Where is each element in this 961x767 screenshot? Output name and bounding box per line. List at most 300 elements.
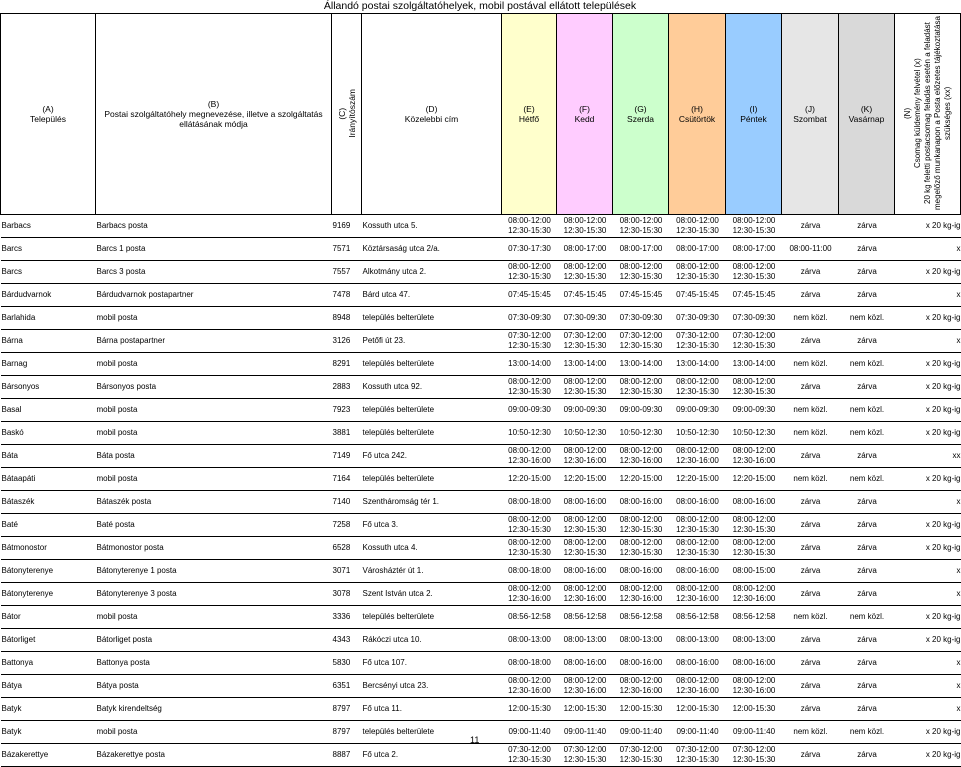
table-row	[1, 698, 961, 721]
cell-hetfo: 09:00-09:30	[502, 399, 557, 422]
cell-csomag: x 20 kg-ig	[895, 399, 961, 422]
cell-megnevezes: Bátonyterenye 1 posta	[96, 560, 332, 583]
cell-csomag: x 20 kg-ig	[895, 537, 961, 560]
cell-cim: Fő utca 3.	[362, 514, 502, 537]
cell-hetfo: 08:00-12:00 12:30-16:00	[502, 583, 557, 606]
cell-megnevezes: mobil posta	[96, 307, 332, 330]
cell-megnevezes: Bárdudvarnok postapartner	[96, 284, 332, 307]
cell-pentek: 08:00-12:00 12:30-16:00	[726, 583, 782, 606]
cell-hetfo: 08:00-18:00	[502, 560, 557, 583]
cell-telepules: Bátorliget	[1, 629, 96, 652]
cell-hetfo: 10:50-12:30	[502, 422, 557, 445]
cell-cim: Szentháromság tér 1.	[362, 491, 502, 514]
cell-kedd: 08:00-12:00 12:30-15:30	[557, 537, 613, 560]
cell-hetfo: 08:00-12:00 12:30-15:30	[502, 376, 557, 399]
cell-iranyitoszam: 4343	[332, 629, 362, 652]
cell-telepules: Bátya	[1, 675, 96, 698]
cell-telepules: Batyk	[1, 721, 96, 744]
cell-pentek: 12:00-15:30	[726, 698, 782, 721]
cell-kedd: 08:00-12:00 12:30-16:00	[557, 583, 613, 606]
cell-cim: Bercsényi utca 23.	[362, 675, 502, 698]
cell-csutortok: 09:00-11:40	[669, 721, 726, 744]
cell-pentek: 07:30-12:00 12:30-15:30	[726, 744, 782, 767]
cell-csomag: x	[895, 675, 961, 698]
cell-csutortok: 08:00-16:00	[669, 560, 726, 583]
cell-iranyitoszam: 3881	[332, 422, 362, 445]
table-row	[1, 284, 961, 307]
cell-szombat: zárva	[782, 560, 839, 583]
cell-csutortok: 08:00-12:00 12:30-15:30	[669, 261, 726, 284]
cell-kedd: 07:30-09:30	[557, 307, 613, 330]
cell-vasarnap: zárva	[839, 629, 895, 652]
cell-telepules: Barbacs	[1, 215, 96, 238]
cell-hetfo: 07:45-15:45	[502, 284, 557, 307]
cell-kedd: 10:50-12:30	[557, 422, 613, 445]
cell-csomag: x	[895, 698, 961, 721]
header-vasarnap	[839, 14, 895, 215]
cell-vasarnap: zárva	[839, 261, 895, 284]
cell-pentek: 09:00-11:40	[726, 721, 782, 744]
cell-cim: település belterülete	[362, 399, 502, 422]
cell-csomag: x 20 kg-ig	[895, 376, 961, 399]
cell-pentek: 13:00-14:00	[726, 353, 782, 376]
cell-iranyitoszam: 7140	[332, 491, 362, 514]
cell-szerda: 09:00-11:40	[613, 721, 669, 744]
cell-megnevezes: mobil posta	[96, 422, 332, 445]
cell-hetfo: 07:30-12:00 12:30-15:30	[502, 744, 557, 767]
cell-iranyitoszam: 9169	[332, 215, 362, 238]
cell-telepules: Baskó	[1, 422, 96, 445]
cell-csomag: x	[895, 560, 961, 583]
cell-megnevezes: mobil posta	[96, 353, 332, 376]
cell-megnevezes: Bázakerettye posta	[96, 744, 332, 767]
header-vasarnap-label: (K) Vasárnap	[848, 104, 885, 124]
cell-vasarnap: zárva	[839, 675, 895, 698]
cell-szerda: 13:00-14:00	[613, 353, 669, 376]
cell-cim: Fő utca 2.	[362, 744, 502, 767]
header-hetfo-label: (E) Hétfő	[518, 104, 540, 124]
cell-pentek: 12:20-15:00	[726, 468, 782, 491]
cell-megnevezes: Bátaszék posta	[96, 491, 332, 514]
cell-szerda: 08:00-12:00 12:30-16:00	[613, 675, 669, 698]
cell-vasarnap: zárva	[839, 652, 895, 675]
cell-vasarnap: zárva	[839, 583, 895, 606]
cell-vasarnap: nem közl.	[839, 307, 895, 330]
cell-csomag: x	[895, 491, 961, 514]
cell-telepules: Baté	[1, 514, 96, 537]
cell-csomag: x 20 kg-ig	[895, 606, 961, 629]
cell-szombat: zárva	[782, 698, 839, 721]
cell-szerda: 08:00-16:00	[613, 491, 669, 514]
cell-kedd: 12:20-15:00	[557, 468, 613, 491]
table-body	[1, 215, 961, 767]
table-row	[1, 353, 961, 376]
cell-vasarnap: zárva	[839, 284, 895, 307]
cell-telepules: Bátor	[1, 606, 96, 629]
cell-csutortok: 07:30-12:00 12:30-15:30	[669, 744, 726, 767]
cell-telepules: Bátaszék	[1, 491, 96, 514]
cell-hetfo: 08:00-12:00 12:30-15:30	[502, 261, 557, 284]
cell-szerda: 08:00-12:00 12:30-16:00	[613, 583, 669, 606]
table-row	[1, 652, 961, 675]
cell-kedd: 08:00-16:00	[557, 491, 613, 514]
cell-cim: Köztársaság utca 2/a.	[362, 238, 502, 261]
cell-megnevezes: Bársonyos posta	[96, 376, 332, 399]
header-cim-label: (D) Közelebbi cím	[404, 104, 459, 124]
cell-szerda: 08:00-16:00	[613, 560, 669, 583]
cell-csutortok: 08:00-12:00 12:30-15:30	[669, 514, 726, 537]
cell-csomag: x	[895, 652, 961, 675]
cell-csomag: x 20 kg-ig	[895, 629, 961, 652]
cell-vasarnap: zárva	[839, 537, 895, 560]
cell-hetfo: 07:30-17:30	[502, 238, 557, 261]
table-row	[1, 491, 961, 514]
cell-pentek: 07:45-15:45	[726, 284, 782, 307]
cell-hetfo: 12:20-15:00	[502, 468, 557, 491]
cell-kedd: 08:00-16:00	[557, 560, 613, 583]
cell-iranyitoszam: 7557	[332, 261, 362, 284]
table-row	[1, 629, 961, 652]
cell-szerda: 08:00-17:00	[613, 238, 669, 261]
cell-csutortok: 12:20-15:00	[669, 468, 726, 491]
cell-hetfo: 08:00-18:00	[502, 491, 557, 514]
cell-cim: település belterülete	[362, 606, 502, 629]
table-row	[1, 422, 961, 445]
header-megnevezes-label: (B) Postai szolgáltatóhely megnevezése, illetve a szolgáltatás ellátásának módja	[104, 99, 323, 129]
cell-csutortok: 07:30-12:00 12:30-15:30	[669, 330, 726, 353]
table-row	[1, 514, 961, 537]
table-row	[1, 215, 961, 238]
cell-kedd: 13:00-14:00	[557, 353, 613, 376]
cell-cim: Rákóczi utca 10.	[362, 629, 502, 652]
cell-csomag: x 20 kg-ig	[895, 468, 961, 491]
cell-csutortok: 08:00-13:00	[669, 629, 726, 652]
cell-megnevezes: Battonya posta	[96, 652, 332, 675]
cell-szombat: nem közl.	[782, 468, 839, 491]
cell-pentek: 08:56-12:58	[726, 606, 782, 629]
cell-csutortok: 10:50-12:30	[669, 422, 726, 445]
header-csomag	[895, 14, 961, 215]
table-row	[1, 330, 961, 353]
cell-kedd: 08:56-12:58	[557, 606, 613, 629]
cell-pentek: 08:00-12:00 12:30-15:30	[726, 376, 782, 399]
cell-hetfo: 13:00-14:00	[502, 353, 557, 376]
cell-csutortok: 08:00-12:00 12:30-15:30	[669, 537, 726, 560]
cell-szerda: 08:00-12:00 12:30-15:30	[613, 514, 669, 537]
cell-hetfo: 07:30-12:00 12:30-15:30	[502, 330, 557, 353]
cell-csutortok: 08:00-17:00	[669, 238, 726, 261]
cell-hetfo: 08:00-13:00	[502, 629, 557, 652]
cell-szerda: 07:30-12:00 12:30-15:30	[613, 330, 669, 353]
cell-hetfo: 08:00-12:00 12:30-15:30	[502, 215, 557, 238]
cell-szombat: nem közl.	[782, 307, 839, 330]
cell-iranyitoszam: 8948	[332, 307, 362, 330]
cell-cim: Fő utca 242.	[362, 445, 502, 468]
cell-iranyitoszam: 3078	[332, 583, 362, 606]
header-szombat-label: (J) Szombat	[793, 104, 827, 124]
cell-vasarnap: zárva	[839, 445, 895, 468]
cell-szombat: zárva	[782, 675, 839, 698]
cell-pentek: 08:00-12:00 12:30-16:00	[726, 675, 782, 698]
header-cim	[362, 14, 502, 215]
header-szerda	[613, 14, 669, 215]
cell-szombat: nem közl.	[782, 422, 839, 445]
table-row	[1, 445, 961, 468]
cell-csutortok: 08:00-16:00	[669, 491, 726, 514]
cell-pentek: 08:00-17:00	[726, 238, 782, 261]
cell-csomag: x	[895, 238, 961, 261]
cell-telepules: Basal	[1, 399, 96, 422]
table-row	[1, 560, 961, 583]
cell-csomag: xx	[895, 445, 961, 468]
header-row	[1, 14, 961, 215]
cell-csutortok: 08:00-12:00 12:30-16:00	[669, 583, 726, 606]
cell-telepules: Batyk	[1, 698, 96, 721]
cell-vasarnap: nem közl.	[839, 422, 895, 445]
cell-telepules: Bátaapáti	[1, 468, 96, 491]
cell-hetfo: 08:00-12:00 12:30-15:30	[502, 537, 557, 560]
cell-megnevezes: Bátonyterenye 3 posta	[96, 583, 332, 606]
cell-hetfo: 08:00-12:00 12:30-15:30	[502, 514, 557, 537]
cell-szerda: 08:00-13:00	[613, 629, 669, 652]
cell-cim: Kossuth utca 5.	[362, 215, 502, 238]
cell-pentek: 08:00-16:00	[726, 491, 782, 514]
cell-csutortok: 08:00-12:00 12:30-16:00	[669, 445, 726, 468]
table-row	[1, 468, 961, 491]
cell-szerda: 12:00-15:30	[613, 698, 669, 721]
cell-iranyitoszam: 8797	[332, 721, 362, 744]
cell-cim: Kossuth utca 92.	[362, 376, 502, 399]
cell-cim: település belterülete	[362, 422, 502, 445]
cell-telepules: Báta	[1, 445, 96, 468]
cell-kedd: 12:00-15:30	[557, 698, 613, 721]
cell-iranyitoszam: 2883	[332, 376, 362, 399]
cell-telepules: Barcs	[1, 261, 96, 284]
cell-hetfo: 08:00-12:00 12:30-16:00	[502, 675, 557, 698]
cell-csomag: x 20 kg-ig	[895, 514, 961, 537]
cell-pentek: 10:50-12:30	[726, 422, 782, 445]
header-kedd-label: (F) Kedd	[574, 104, 595, 124]
page-number: 11	[470, 735, 480, 745]
cell-szerda: 07:30-12:00 12:30-15:30	[613, 744, 669, 767]
cell-csomag: x 20 kg-ig	[895, 422, 961, 445]
header-csutortok	[669, 14, 726, 215]
cell-szerda: 08:00-12:00 12:30-15:30	[613, 261, 669, 284]
cell-vasarnap: zárva	[839, 560, 895, 583]
cell-szombat: nem közl.	[782, 353, 839, 376]
table-row	[1, 261, 961, 284]
cell-megnevezes: mobil posta	[96, 721, 332, 744]
cell-vasarnap: zárva	[839, 744, 895, 767]
cell-pentek: 08:00-12:00 12:30-15:30	[726, 215, 782, 238]
cell-csutortok: 08:56-12:58	[669, 606, 726, 629]
cell-cim: település belterülete	[362, 353, 502, 376]
cell-kedd: 08:00-12:00 12:30-15:30	[557, 376, 613, 399]
cell-szerda: 08:00-16:00	[613, 652, 669, 675]
cell-kedd: 08:00-12:00 12:30-15:30	[557, 261, 613, 284]
cell-pentek: 08:00-12:00 12:30-16:00	[726, 445, 782, 468]
cell-szerda: 08:00-12:00 12:30-15:30	[613, 376, 669, 399]
cell-pentek: 07:30-12:00 12:30-15:30	[726, 330, 782, 353]
cell-csutortok: 08:00-12:00 12:30-15:30	[669, 376, 726, 399]
cell-telepules: Barcs	[1, 238, 96, 261]
cell-szombat: zárva	[782, 652, 839, 675]
cell-iranyitoszam: 7149	[332, 445, 362, 468]
cell-iranyitoszam: 5830	[332, 652, 362, 675]
cell-kedd: 07:45-15:45	[557, 284, 613, 307]
table-row	[1, 376, 961, 399]
cell-megnevezes: Baté posta	[96, 514, 332, 537]
table-row	[1, 721, 961, 744]
cell-vasarnap: zárva	[839, 238, 895, 261]
cell-iranyitoszam: 3336	[332, 606, 362, 629]
cell-vasarnap: zárva	[839, 491, 895, 514]
cell-iranyitoszam: 8887	[332, 744, 362, 767]
cell-kedd: 07:30-12:00 12:30-15:30	[557, 744, 613, 767]
cell-csutortok: 08:00-12:00 12:30-15:30	[669, 215, 726, 238]
cell-csutortok: 13:00-14:00	[669, 353, 726, 376]
cell-csomag: x 20 kg-ig	[895, 215, 961, 238]
table-row	[1, 606, 961, 629]
cell-vasarnap: zárva	[839, 698, 895, 721]
cell-telepules: Barlahida	[1, 307, 96, 330]
header-szerda-label: (G) Szerda	[627, 104, 654, 124]
cell-cim: Bárd utca 47.	[362, 284, 502, 307]
cell-szerda: 08:00-12:00 12:30-16:00	[613, 445, 669, 468]
table-row	[1, 744, 961, 767]
cell-iranyitoszam: 7478	[332, 284, 362, 307]
cell-szerda: 07:30-09:30	[613, 307, 669, 330]
cell-szerda: 12:20-15:00	[613, 468, 669, 491]
cell-hetfo: 09:00-11:40	[502, 721, 557, 744]
cell-cim: Fő utca 107.	[362, 652, 502, 675]
cell-vasarnap: zárva	[839, 376, 895, 399]
header-megnevezes	[96, 14, 332, 215]
cell-telepules: Battonya	[1, 652, 96, 675]
cell-csomag: x	[895, 583, 961, 606]
cell-szombat: zárva	[782, 583, 839, 606]
header-pentek	[726, 14, 782, 215]
cell-megnevezes: mobil posta	[96, 399, 332, 422]
cell-kedd: 08:00-16:00	[557, 652, 613, 675]
cell-szombat: zárva	[782, 744, 839, 767]
cell-szombat: nem közl.	[782, 399, 839, 422]
cell-cim: település belterülete	[362, 468, 502, 491]
cell-szombat: 08:00-11:00	[782, 238, 839, 261]
cell-kedd: 08:00-13:00	[557, 629, 613, 652]
header-hetfo	[502, 14, 557, 215]
cell-kedd: 09:00-09:30	[557, 399, 613, 422]
header-iranyitoszam-label: (C) Irányítószám	[336, 88, 357, 138]
cell-szerda: 08:56-12:58	[613, 606, 669, 629]
cell-cim: Kossuth utca 4.	[362, 537, 502, 560]
cell-vasarnap: zárva	[839, 330, 895, 353]
cell-kedd: 08:00-12:00 12:30-15:30	[557, 514, 613, 537]
cell-csomag: x 20 kg-ig	[895, 307, 961, 330]
cell-csutortok: 07:45-15:45	[669, 284, 726, 307]
cell-hetfo: 08:56-12:58	[502, 606, 557, 629]
cell-szombat: nem közl.	[782, 721, 839, 744]
cell-szerda: 08:00-12:00 12:30-15:30	[613, 537, 669, 560]
cell-szerda: 08:00-12:00 12:30-15:30	[613, 215, 669, 238]
cell-kedd: 09:00-11:40	[557, 721, 613, 744]
cell-szerda: 07:45-15:45	[613, 284, 669, 307]
cell-iranyitoszam: 8291	[332, 353, 362, 376]
cell-szombat: zárva	[782, 284, 839, 307]
table-row	[1, 399, 961, 422]
cell-csomag: x	[895, 284, 961, 307]
cell-telepules: Barnag	[1, 353, 96, 376]
cell-szombat: zárva	[782, 445, 839, 468]
header-pentek-label: (I) Péntek	[740, 104, 767, 124]
cell-telepules: Bársonyos	[1, 376, 96, 399]
page-title: Állandó postai szolgáltatóhelyek, mobil postával ellátott települések	[323, 0, 637, 12]
cell-telepules: Bárdudvarnok	[1, 284, 96, 307]
cell-szombat: zárva	[782, 514, 839, 537]
cell-megnevezes: Bárna postapartner	[96, 330, 332, 353]
cell-csomag: x 20 kg-ig	[895, 744, 961, 767]
post-office-table	[0, 13, 961, 767]
cell-iranyitoszam: 3071	[332, 560, 362, 583]
cell-szombat: nem közl.	[782, 606, 839, 629]
cell-csutortok: 09:00-09:30	[669, 399, 726, 422]
cell-telepules: Bázakerettye	[1, 744, 96, 767]
cell-cim: Fő utca 11.	[362, 698, 502, 721]
cell-csomag: x 20 kg-ig	[895, 261, 961, 284]
cell-kedd: 08:00-17:00	[557, 238, 613, 261]
cell-megnevezes: Barcs 1 posta	[96, 238, 332, 261]
cell-kedd: 08:00-12:00 12:30-16:00	[557, 445, 613, 468]
cell-kedd: 08:00-12:00 12:30-16:00	[557, 675, 613, 698]
cell-szerda: 10:50-12:30	[613, 422, 669, 445]
cell-kedd: 07:30-12:00 12:30-15:30	[557, 330, 613, 353]
cell-vasarnap: nem közl.	[839, 721, 895, 744]
cell-hetfo: 12:00-15:30	[502, 698, 557, 721]
cell-cim: Szent István utca 2.	[362, 583, 502, 606]
cell-hetfo: 07:30-09:30	[502, 307, 557, 330]
cell-cim: település belterülete	[362, 307, 502, 330]
cell-csomag: x 20 kg-ig	[895, 353, 961, 376]
cell-iranyitoszam: 7571	[332, 238, 362, 261]
cell-iranyitoszam: 6528	[332, 537, 362, 560]
cell-telepules: Bárna	[1, 330, 96, 353]
cell-megnevezes: mobil posta	[96, 468, 332, 491]
cell-cim: Petőfi út 23.	[362, 330, 502, 353]
table-row	[1, 583, 961, 606]
header-iranyitoszam	[332, 14, 362, 215]
cell-szombat: zárva	[782, 215, 839, 238]
cell-szerda: 09:00-09:30	[613, 399, 669, 422]
cell-vasarnap: nem közl.	[839, 468, 895, 491]
cell-iranyitoszam: 3126	[332, 330, 362, 353]
cell-telepules: Bátmonostor	[1, 537, 96, 560]
cell-pentek: 08:00-13:00	[726, 629, 782, 652]
table-row	[1, 238, 961, 261]
cell-megnevezes: Barbacs posta	[96, 215, 332, 238]
cell-cim: Városháztér út 1.	[362, 560, 502, 583]
cell-vasarnap: nem közl.	[839, 353, 895, 376]
header-csutortok-label: (H) Csütörtök	[678, 104, 716, 124]
cell-megnevezes: Bátya posta	[96, 675, 332, 698]
cell-vasarnap: nem közl.	[839, 606, 895, 629]
cell-iranyitoszam: 7258	[332, 514, 362, 537]
cell-szombat: zárva	[782, 491, 839, 514]
cell-pentek: 08:00-16:00	[726, 652, 782, 675]
cell-megnevezes: Barcs 3 posta	[96, 261, 332, 284]
cell-cim: Alkotmány utca 2.	[362, 261, 502, 284]
cell-cim: település belterülete	[362, 721, 502, 744]
cell-iranyitoszam: 7923	[332, 399, 362, 422]
